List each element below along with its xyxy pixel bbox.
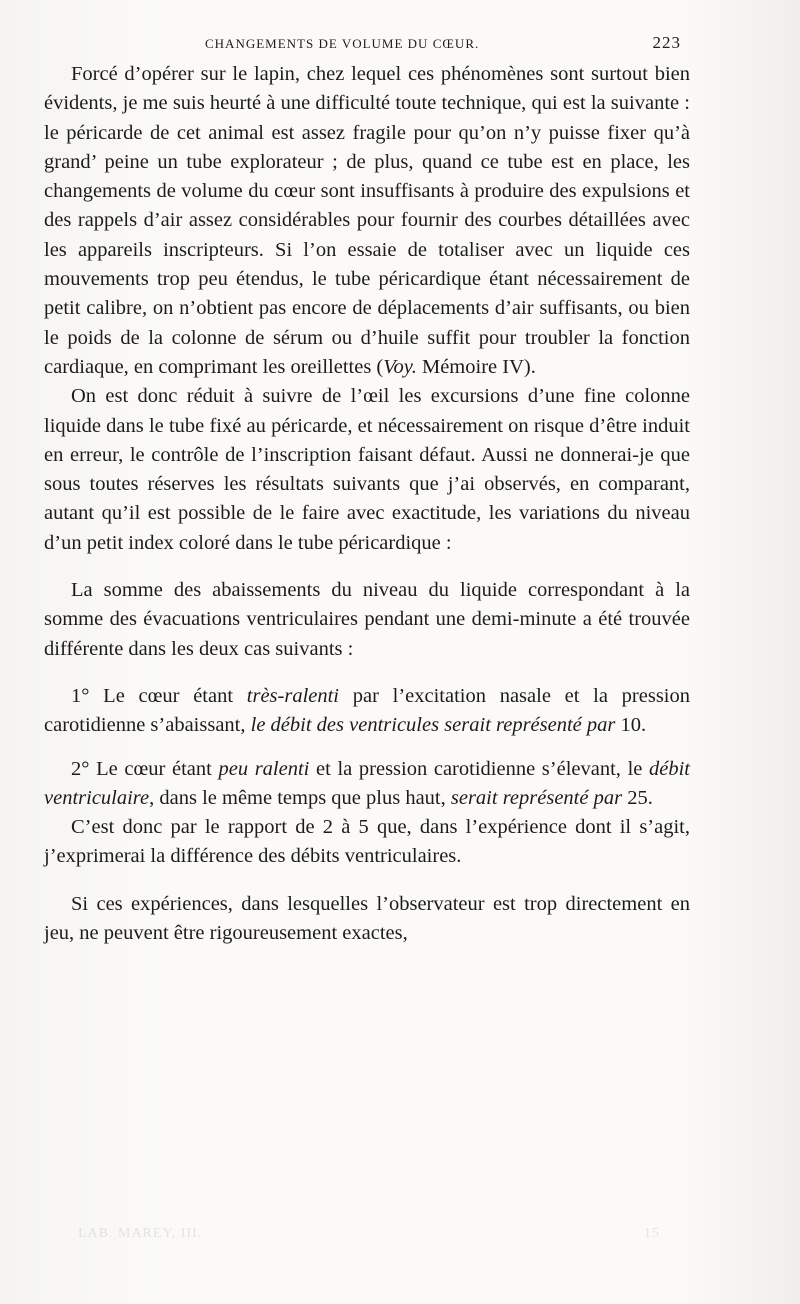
signature-mark: 15 bbox=[644, 1226, 660, 1241]
p5-value: 25. bbox=[622, 786, 653, 809]
paragraph-4 bbox=[44, 682, 690, 741]
running-title: CHANGEMENTS DE VOLUME DU CŒUR. bbox=[205, 36, 480, 51]
running-head bbox=[205, 33, 685, 55]
p4-text-a: 1° Le cœur étant bbox=[71, 684, 247, 707]
p4-value: 10. bbox=[615, 714, 647, 737]
p5-text-a: 2° Le cœur étant bbox=[71, 757, 219, 780]
paragraph-1-end: Mémoire IV). bbox=[416, 355, 536, 378]
p4-text-b: par l’excitation nasale et la pression carotidienne s’abaissant, bbox=[44, 684, 690, 737]
paragraph-5 bbox=[44, 755, 690, 814]
paragraph-3: La somme des abaissements du niveau du liquide correspondant à la somme des évacuations ventriculaires pendant une demi-minute a été trouvée différente dans les deux cas suivants : bbox=[44, 579, 690, 660]
p5-italic-b: débit ventriculaire bbox=[44, 757, 691, 809]
signature-text: LAB. MAREY, III. bbox=[78, 1226, 203, 1241]
paragraph-1 bbox=[44, 60, 690, 382]
paragraph-2: On est donc réduit à suivre de l’œil les excursions d’une fine colonne liquide dans le tube fixé au péricarde, et nécessairement on risque d’être induit en erreur, le contrôle de l’inscription faisant défaut. Aussi ne donnerai-je que sous toutes réserves les résultats suivants que j’ai observés, en comparant, autant qu’il est possible de le faire avec exactitude, les variations du niveau d’un petit index coloré dans le tube péricardique : bbox=[44, 385, 690, 554]
p4-italic-a: très-ralenti bbox=[246, 684, 340, 707]
page-number: 223 bbox=[652, 33, 681, 52]
p5-italic-a: peu ralenti bbox=[218, 757, 310, 780]
paragraph-1-voy: Voy. bbox=[383, 355, 417, 378]
p4-italic-b: le débit des ventricules serait représenté par bbox=[250, 714, 616, 737]
paragraph-7: Si ces expériences, dans lesquelles l’observateur est trop directement en jeu, ne peuvent être rigoureusement exactes, bbox=[44, 892, 690, 945]
paragraph-1-text: Forcé d’opérer sur le lapin, chez lequel ces phénomènes sont surtout bien évidents, je me suis heurté à une difficulté toute technique, qui est la suivante : le péricarde de cet animal est assez fragile pour qu’on n’y puisse fixer qu’à grand’ peine un tube explorateur ; de plus, quand ce tube est en place, les changements de volume du cœur sont insuffisants à produire des expulsions et des rappels d’air assez considérables pour fournir des courbes détaillées avec les appareils inscripteurs. Si l’on essaie de totaliser avec un liquide ces mouvements trop peu étendus, le tube péricardique étant nécessairement de petit calibre, on n’obtient pas encore de déplacements d’air suffisants, ou bien le poids de la colonne de sérum ou d’huile suffit pour troubler la fonction cardiaque, en comprimant les oreillettes ( bbox=[44, 63, 690, 378]
p5-italic-c: serait représenté par bbox=[450, 786, 623, 809]
bleed-through-signature bbox=[40, 1226, 720, 1242]
paragraph-6: C’est donc par le rapport de 2 à 5 que, dans l’expérience dont il s’agit, j’exprimerai la différence des débits ventriculaires. bbox=[44, 816, 690, 868]
p5-text-c: , dans le même temps que plus haut, bbox=[149, 786, 451, 809]
p5-text-b: et la pression carotidienne s’élevant, le bbox=[309, 757, 650, 780]
body-text bbox=[44, 60, 690, 948]
